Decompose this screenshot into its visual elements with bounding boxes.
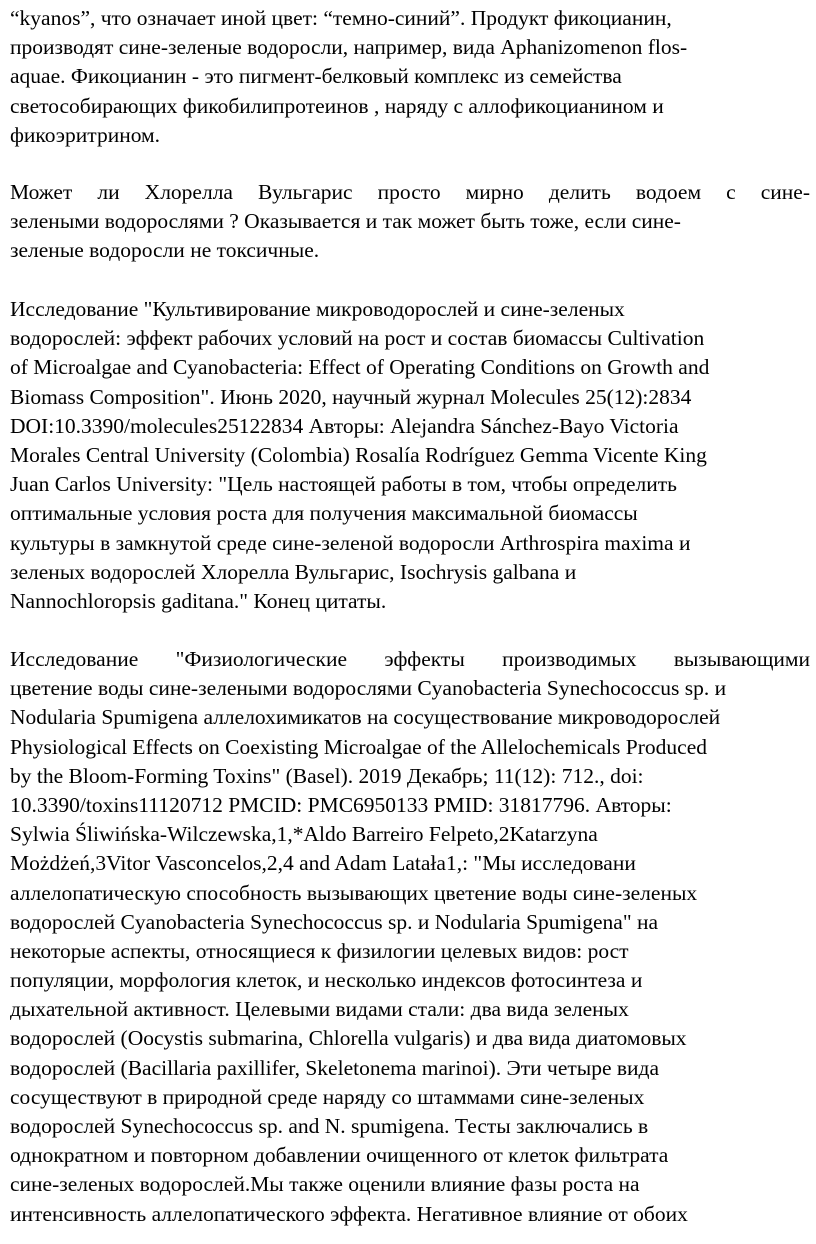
text-line: зеленых водорослей Хлорелла Вульгарис, Isochrysis galbana и bbox=[10, 559, 577, 584]
text-line: сосуществуют в природной среде наряду со штаммами сине-зеленых bbox=[10, 1084, 645, 1109]
text-line: Исследование "Культивирование микроводорослей и сине-зеленых bbox=[10, 297, 625, 321]
text-line: водорослей Synechococcus sp. and N. spumigena. Тесты заключались в bbox=[10, 1114, 649, 1138]
text-line: Sylwia Śliwińska-Wilczewska,1,*Aldo Barreiro Felpeto,2Katarzyna bbox=[10, 822, 598, 847]
text-line: Morales Central University (Colombia) Rosalía Rodríguez Gemma Vicente King bbox=[10, 442, 707, 467]
text-line: аллелопатическую способность вызывающих цветение воды сине-зеленых bbox=[10, 880, 698, 905]
text-line: водорослей (Oocystis submarina, Chlorella vulgaris) и два вида диатомовых bbox=[10, 1026, 687, 1051]
text-line: фикоэритрином. bbox=[10, 122, 161, 147]
text-line: Исследование "Физиологические эффекты производимых вызывающими bbox=[10, 647, 810, 671]
paragraph-cultivation-study bbox=[10, 295, 810, 616]
text-line: культуры в замкнутой среде сине-зеленой водоросли Arthrospira maxima и bbox=[10, 530, 691, 555]
text-line: of Microalgae and Cyanobacteria: Effect of Operating Conditions on Growth and bbox=[10, 355, 710, 380]
text-line: оптимальные условия роста для получения максимальной биомассы bbox=[10, 501, 638, 526]
text-line: зеленые водоросли не токсичные. bbox=[10, 238, 320, 263]
text-line: Biomass Composition". Июнь 2020, научный журнал Molecules 25(12):2834 bbox=[10, 384, 692, 409]
text-line: водорослей: эффект рабочих условий на рост и состав биомассы Cultivation bbox=[10, 326, 705, 351]
text-line: популяции, морфология клеток, и несколько индексов фотосинтеза и bbox=[10, 968, 643, 993]
text-line: водорослей (Bacillaria paxillifer, Skeletonema marinoi). Эти четыре вида bbox=[10, 1055, 660, 1080]
text-line: светособирающих фикобилипротеинов , наряду с аллофикоцианином и bbox=[10, 93, 664, 118]
text-line: водорослей Cyanobacteria Synechococcus sp. и Nodularia Spumigena" на bbox=[10, 909, 659, 934]
text-line: 10.3390/toxins11120712 PMCID: PMC6950133 PMID: 31817796. Авторы: bbox=[10, 792, 672, 817]
text-line: “kyanos”, что означает иной цвет: “темно-синий”. Продукт фикоцианин, bbox=[10, 6, 672, 30]
paragraph-phycocyanin bbox=[10, 4, 810, 150]
text-line: однократном и повторном добавлении очищенного от клеток фильтрата bbox=[10, 1143, 669, 1168]
text-line: Nodularia Spumigena аллелохимикатов на сосуществование микроводорослей bbox=[10, 705, 721, 730]
text-line: производят сине-зеленые водоросли, например, вида Aphanizomenon flos- bbox=[10, 35, 688, 60]
text-line: Physiological Effects on Coexisting Microalgae of the Allelochemicals Produced bbox=[10, 734, 707, 759]
text-line: aquae. Фикоцианин - это пигмент-белковый комплекс из семейства bbox=[10, 64, 622, 89]
paragraph-physiological-study bbox=[10, 645, 810, 1229]
text-line: цветение воды сине-зелеными водорослями Cyanobacteria Synechococcus sp. и bbox=[10, 676, 727, 701]
text-line: DOI:10.3390/molecules25122834 Авторы: Alejandra Sánchez-Bayo Victoria bbox=[10, 413, 679, 438]
text-line: Может ли Хлорелла Вульгарис просто мирно делить водоем с сине- bbox=[10, 180, 810, 204]
text-line: Nannochloropsis gaditana." Конец цитаты. bbox=[10, 588, 387, 613]
paragraph-chlorella-question bbox=[10, 178, 810, 266]
text-line: интенсивность аллелопатического эффекта. Негативное влияние от обоих bbox=[10, 1201, 688, 1226]
text-line: дыхательной активност. Целевыми видами стали: два вида зеленых bbox=[10, 997, 629, 1022]
text-line: некоторые аспекты, относящиеся к физилогии целевых видов: рост bbox=[10, 938, 629, 963]
text-line: сине-зеленых водорослей.Мы также оценили влияние фазы роста на bbox=[10, 1172, 640, 1197]
text-line: Możdżeń,3Vitor Vasconcelos,2,4 and Adam Latała1,: "Мы исследовани bbox=[10, 851, 636, 876]
text-line: Juan Carlos University: "Цель настоящей работы в том, чтобы определить bbox=[10, 472, 677, 497]
text-line: зелеными водорослями ? Оказывается и так может быть тоже, если сине- bbox=[10, 209, 681, 234]
text-line: by the Bloom-Forming Toxins" (Basel). 2019 Декабрь; 11(12): 712., doi: bbox=[10, 763, 644, 788]
